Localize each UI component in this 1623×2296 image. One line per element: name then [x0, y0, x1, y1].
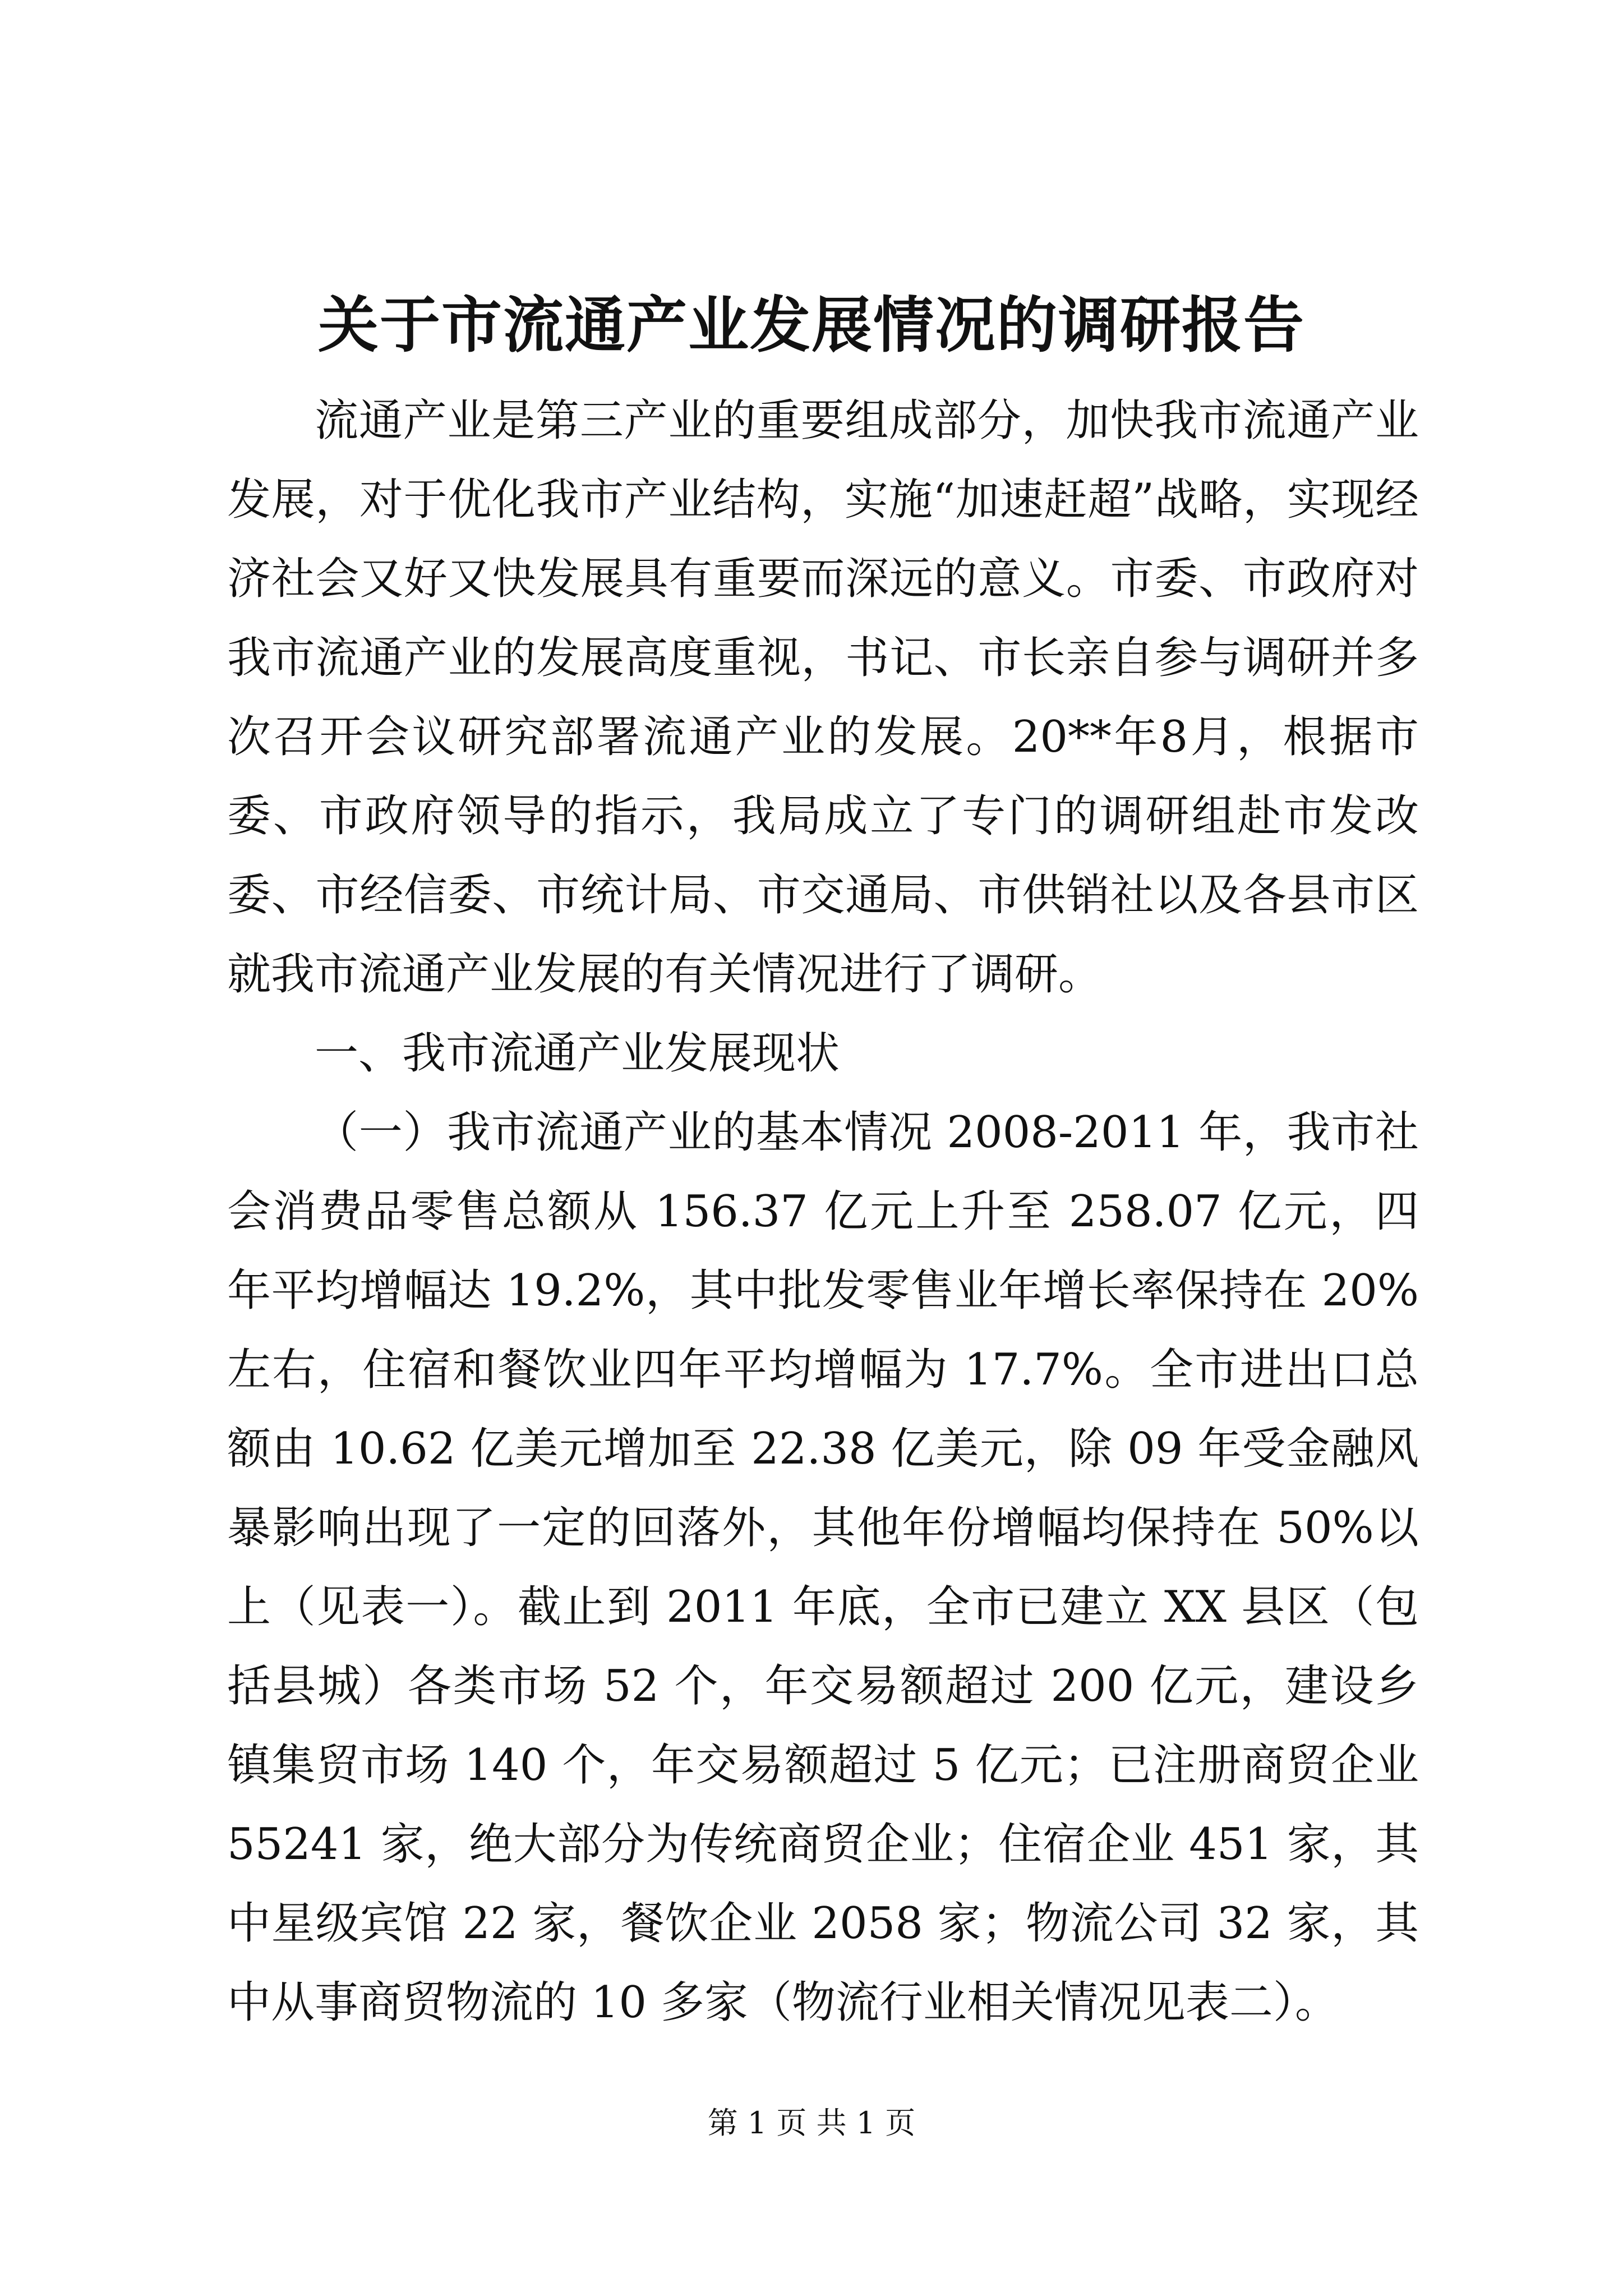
- section-heading: 一、我市流通产业发展现状: [315, 1028, 840, 1079]
- section-paragraph: （一）我市流通产业的基本情况 2008-2011 年，我市社会消费品零售总额从 156.37 亿元上升至 258.07 亿元，四年平均增幅达 19.2%，其中批发零售业年增长率保持在 20%左右，住宿和餐饮业四年平均增幅为 17.7%。全市进出口总额由 10.62 亿美元增加至 22.38 亿美元，除 09 年受金融风暴影响出现了一定的回落外，其他年份增幅均保持在 50%以上（见表一）。截止到 2011 年底，全市已建立 XX 县区（包括县城）各类市场 52 个，年交易额超过 200 亿元，建设乡镇集贸市场 140 个，年交易额超过 5 亿元；已注册商贸企业 55241 家，绝大部分为传统商贸企业；住宿企业 451 家，其中星级宾馆 22 家，餐饮企业 2058 家；物流公司 32 家，其中从事商贸物流的 10 多家（物流行业相关情况见表二）。: [227, 1107, 1419, 2028]
- intro-paragraph: 流通产业是第三产业的重要组成部分，加快我市流通产业发展，对于优化我市产业结构，实施“加速赶超”战略，实现经济社会又好又快发展具有重要而深远的意义。市委、市政府对我市流通产业的发展高度重视，书记、市长亲自参与调研并多次召开会议研究部署流通产业的发展。20**年8月，根据市委、市政府领导的指示，我局成立了专门的调研组赴市发改委、市经信委、市统计局、市交通局、市供销社以及各县市区就我市流通产业发展的有关情况进行了调研。: [227, 395, 1419, 1000]
- document-title: 关于市流通产业发展情况的调研报告: [317, 290, 1305, 361]
- page-footer: 第 1 页 共 1 页: [707, 2105, 916, 2141]
- document-body: [227, 381, 1419, 2042]
